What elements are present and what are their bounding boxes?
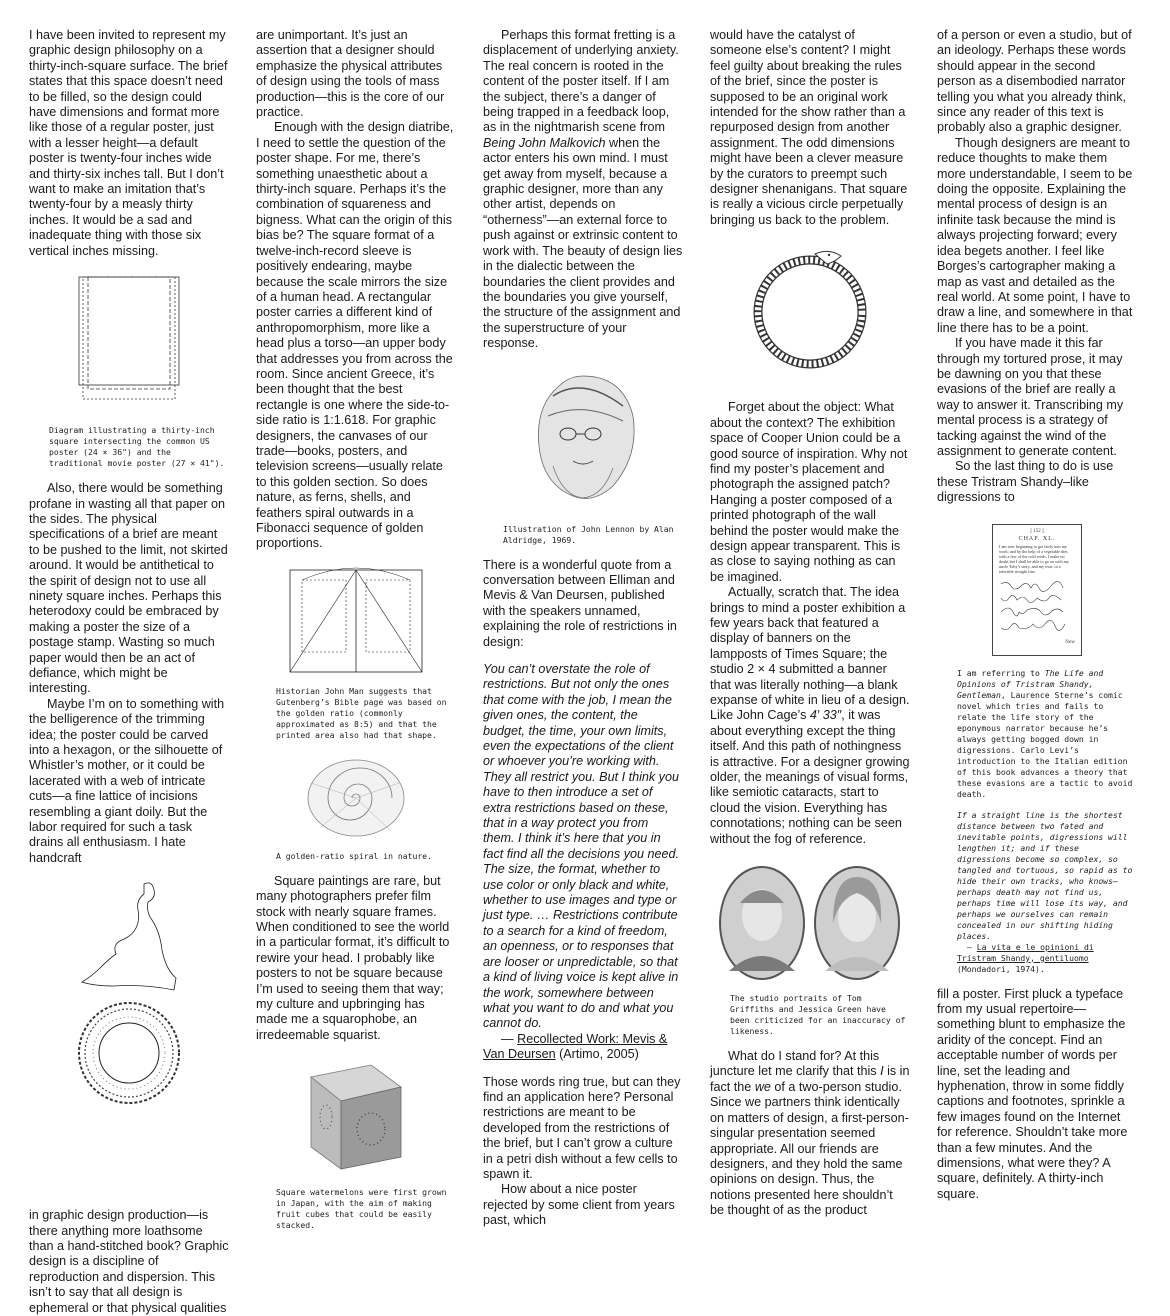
paragraph: Also, there would be something profane in wasting all that paper on the sides. The physical specifications of a brief are meant to be pushed to the limit, not skirted around. It would be antithetical to the spirit of design not to use all ninety square inches. Perhaps this heterodoxy could be embraced by making a poster the size of a postage stamp. Wasting so much paper would then be an act of defiance, which might be interesting. bbox=[29, 481, 228, 696]
paragraph: Forget about the object: What about the context? The exhibition space of Cooper Union could be a good source of inspiration. Why not find my poster’s placement and photograph the assigned patch? Hanging a poster composed of a printed photograph of the wall behind the poster would make the design appear transparent. This is as close to saying nothing as can be imagined. bbox=[710, 400, 908, 584]
paragraph: If you have made it this far through my tortured prose, it may be dawning on you that these evasions of the brief are really a way to answer it. Transcribing my mental process is a strategy of tacking against the wind of the assignment to generate content. bbox=[937, 336, 1124, 458]
paragraph: What do I stand for? At this juncture let me clarify that this I is in fact the we of a two-person studio. Since we partners think identically on matters of design, a first-person-singular presentation seemed appropriate. All our friends are designers, and they hold the same opinions on design. Thus, the notions presented here shouldn’t be thought of as the product bbox=[710, 1049, 910, 1218]
column-2 bbox=[256, 28, 456, 1231]
caption-quote: If a straight line is the shortest distance between two fated and inevitable points, digressions will lengthen it; and if these digressions become so complex, so tangled and tortuous, so rapid as to hide their own tracks, who knows—perhaps death may not find us, perhaps time will lose its way, and perhaps we ourselves can remain concealed in our shifting hiding places. bbox=[957, 809, 1133, 941]
film-title: Being John Malkovich bbox=[483, 135, 606, 150]
paragraph: Actually, scratch that. The idea brings to mind a poster exhibition a few years back that featured a display of banners on the lampposts of Times Square; the studio 2 × 4 submitted a banner that was literally nothing—a blank expanse of white in lieu of a design. Like John Cage’s 4′ 33″, it was about everything except the thing itself. And this path of nothingness is attractive. For a designer growing older, the meanings of visual forms, like semiotic cataracts, start to cloud the vision. Everything has connotations; nothing can be seen without the fog of reference. bbox=[710, 585, 910, 846]
work-title: 4′ 33″ bbox=[809, 708, 842, 723]
paragraph: Those words ring true, but can they find an application here? Personal restrictions are meant to be developed from the restrictions of the brief, but I can’t grow a culture in a petri dish without a few cells to spawn it. bbox=[483, 1074, 681, 1181]
book-catchword: Now bbox=[1065, 639, 1075, 645]
paragraph: Enough with the design diatribe, I need to settle the question of the poster shape. For me, there’s something unaesthetic about a thirty-inch square. Perhaps it’s the combination of squareness and bigness. What can the origin of this bias be? The square format of a twelve-inch-record sleeve is positively endearing, maybe because the scale mirrors the size of a human head. A rectangular poster carries a different kind of anthropomorphism, more like a head plus a torso—an upper body that addresses you from across the room. Since ancient Greece, it’s been thought that the best rectangle is one where the side-to-side ratio is 1:1.618. For graphic designers, the canvases of our trade—books, posters, and television screens—usually relate to this golden section. So does nature, as ferns, shells, and feathers spiral outwards in a Fibonacci sequence of golden proportions. bbox=[256, 120, 454, 551]
citation-link[interactable]: La vita e le opinioni di Tristram Shandy, gentiluomo bbox=[957, 941, 1094, 963]
paragraph: fill a poster. First pluck a typeface from my usual repertoire—something blunt to emphasize the aridity of the concept. Find an acceptable number of words per line, set the leading and hyphenation, throw in some fiddly captions and footnotes, sprinkle a few images found on the Internet for reference. Shouldn’t take more than a few minutes. And the dimensions, what were they? A square, definitely. A thirty-inch square. bbox=[937, 986, 1128, 1201]
caption: Illustration of John Lennon by Alan Aldridge, 1969. bbox=[503, 523, 674, 545]
doily-icon bbox=[69, 998, 189, 1108]
paragraph: Though designers are meant to reduce thoughts to make them more understandable, I seem to be doing the opposite. Explaining the mental process of design is an infinite task because the mind is always projecting forward; every idea begets another. I feel like Borges’s cartographer making a map as vast and detailed as the real world. At some point, I have to draw a line, and somewhere in that line there has to be a point. bbox=[937, 135, 1133, 335]
book-page-number: [ 152 ] bbox=[1030, 528, 1044, 534]
column-1 bbox=[29, 28, 229, 1316]
paragraph: are unimportant. It’s just an assertion that a designer should emphasize the physical attributes of design using the tools of mass production—this is the core of our practice. bbox=[256, 28, 445, 120]
ouroboros-icon bbox=[745, 244, 875, 374]
quote-citation: — Recollected Work: Mevis & Van Deursen (Artimo, 2005) bbox=[483, 1031, 668, 1062]
paragraph: Square paintings are rare, but many photographers prefer film stock with nearly square frames. When conditioned to see the world in a particular format, it’s difficult to rewire your head. I probably like posters to not be square because I’m used to seeing them that way; my culture and upbringing has made me a squarophobe, an irredeemable squarist. bbox=[256, 873, 450, 1042]
column-5 bbox=[937, 28, 1137, 1202]
poster-size-diagram bbox=[74, 273, 184, 413]
citation-link[interactable]: Recollected Work: Mevis & Van Deursen bbox=[483, 1031, 668, 1062]
caption: Historian John Man suggests that Gutenberg’s Bible page was based on the golden ratio (commonly approximated as 8:5) and that the printed area also had that shape. bbox=[276, 685, 447, 740]
paragraph: would have the catalyst of someone else’s content? I might feel guilty about breaking the rules of the brief, since the poster is supposed to be an original work intended for the show rather than a repurposed design from another assignment. The odd dimensions might have been a clever measure by the curators to preempt such designer shenanigans. That square is really a vicious circle perpetually bringing us back to the problem. bbox=[710, 28, 908, 227]
square-watermelon-image bbox=[301, 1057, 411, 1177]
golden-ratio-page-diagram bbox=[286, 566, 426, 676]
nautilus-shell-icon bbox=[301, 753, 411, 843]
column-3 bbox=[483, 28, 683, 1229]
caption: The studio portraits of Tom Griffiths and Jessica Green have been criticized for an inaccuracy of likeness. bbox=[730, 993, 906, 1037]
whistlers-mother-silhouette bbox=[74, 874, 184, 994]
column-4 bbox=[710, 28, 910, 1219]
paragraph: There is a wonderful quote from a conversation between Elliman and Mevis & Van Deursen, published with the speakers unnamed, explaining the role of restrictions in design: bbox=[483, 557, 677, 649]
tristram-shandy-page-image bbox=[992, 524, 1082, 656]
paragraph: Perhaps this format fretting is a displacement of underlying anxiety. The real concern is rooted in the content of the poster itself. If I am the subject, there’s a danger of being trapped in a feedback loop, as in the nightmarish scene from Being John Malkovich when the actor enters his own mind. I must get away from myself, because a graphic designer, more than any other artist, depends on “otherness”—an external force to push against or extrinsic content to work with. The beauty of design lies in the dialectic between the boundaries the client provides and the boundaries you give yourself, the structure of the assignment and the superstructure of your response. bbox=[483, 28, 683, 351]
caption: Square watermelons were first grown in Japan, with the aim of making fruit cubes that could be easily stacked. bbox=[276, 1187, 447, 1231]
paragraph: Maybe I’m on to something with the belligerence of the trimming idea; the poster could be carved into a hexagon, or the silhouette of Whistler’s mother, or it could be lacerated with a web of intricate cuts—a fine lattice of incisions resembling a giant doily. But the labor required for such a task drains all enthusiasm. I hate handcraft bbox=[29, 696, 225, 865]
block-quote: You can’t overstate the role of restrictions. But not only the ones that come with the job, I mean the given ones, the content, the budget, the time, your own limits, even the expectations of the client or whoever you’re working with. They all restrict you. But I think you have to then introduce a set of extra restrictions based on these, that in a way protect you from them. I think it’s here that you in fact find all the decisions you need. The size, the format, whether to use color or only black and white, whether to use images and type or just type. … Restrictions contribute to a search for a kind of freedom, an openness, or to responses that are looser or unpredictable, so that a kind of living voice is kept alive in the work, somewhere between what you want to do and what you cannot do. bbox=[483, 661, 680, 1031]
book-chapter-heading: CHAP. XL. bbox=[1018, 535, 1056, 542]
paragraph: I have been invited to represent my graphic design philosophy on a thirty-inch-square surface. The brief states that this space doesn’t need to be filled, so the design could have dimensions and format more like those of a regular poster, just with a lesser height—a default poster is twenty-four inches wide and thirty-six inches tall. But I don’t want to make an imitation that’s twenty-four by a measly thirty inches. It would be a sad and inadequate thing with those six vertical inches missing. bbox=[29, 28, 228, 258]
caption: A golden-ratio spiral in nature. bbox=[276, 850, 432, 861]
caption: I am referring to The Life and Opinions of Tristram Shandy, Gentleman, Laurence Sterne’s comic novel which tries and fails to relate the life story of the eponymous narrator because he’s always getting bogged down in digressions. Carlo Levi’s introduction to the Italian edition of this book advances a theory that these evasions are a tactic to avoid death. bbox=[957, 667, 1133, 799]
paragraph: So the last thing to do is use these Tristram Shandy–like digressions to bbox=[937, 459, 1114, 505]
paragraph: How about a nice poster rejected by some client from years past, which bbox=[483, 1182, 675, 1228]
digression-lines-icon bbox=[999, 576, 1075, 646]
caption: Diagram illustrating a thirty-inch square intersecting the common US poster (24 × 36") and the traditional movie poster (27 × 41"). bbox=[49, 425, 225, 469]
book-text: I am now beginning to get fairly into my work; and by the help of a vegetable diet, with a few of the cold seeds, I make no doubt but I shall be able to go on with my uncle Toby’s story, and my own, in a tolerable straight line. bbox=[999, 543, 1070, 574]
john-lennon-illustration bbox=[523, 366, 643, 506]
paragraph: in graphic design production—is there anything more loathsome than a hand-stitched book? Graphic design is a discipline of reproduction and dispersion. This isn’t to say that all design is ephemeral or that physical qualities bbox=[29, 1208, 229, 1315]
paragraph: of a person or even a studio, but of an ideology. Perhaps these words should appear in the second person as a disembodied narrator telling you what you already think, since any reader of this text is probably also a graphic designer. bbox=[937, 28, 1132, 135]
studio-portraits-image bbox=[715, 863, 905, 983]
caption-citation: — La vita e le opinioni di Tristram Shandy, gentiluomo (Mondadori, 1974). bbox=[957, 941, 1094, 974]
